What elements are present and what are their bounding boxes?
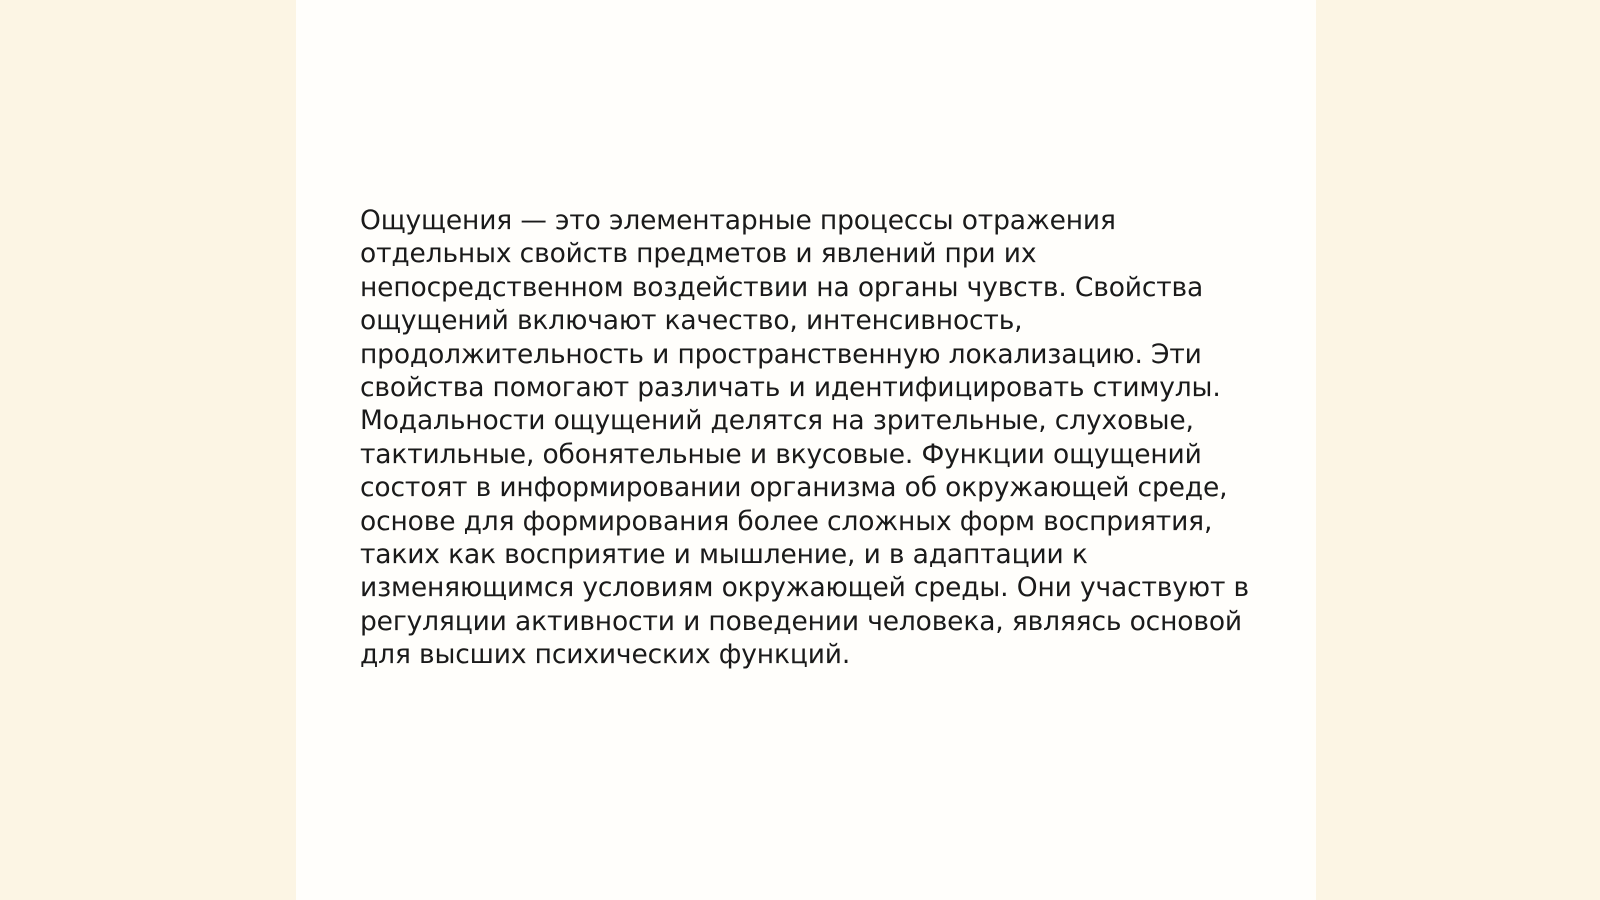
text-line: Ощущения — это элементарные процессы отражения — [360, 205, 1116, 236]
text-line: тактильные, обонятельные и вкусовые. Функции ощущений — [360, 438, 1202, 470]
text-line: непосредственном воздействии на органы чувств. Свойства — [360, 271, 1204, 303]
slide — [296, 0, 1316, 900]
text-line: состоят в информировании организма об окружающей среде, — [360, 472, 1228, 504]
text-line: таких как восприятие и мышление, и в адаптации к — [360, 539, 1088, 571]
text-line: ощущений включают качество, интенсивность, — [360, 305, 1023, 337]
text-line: изменяющимся условиям окружающей среды. Они участвуют в — [360, 572, 1249, 604]
text-line: Модальности ощущений делятся на зрительные, слуховые, — [360, 405, 1194, 437]
text-line: отдельных свойств предметов и явлений при их — [360, 238, 1037, 270]
text-line: свойства помогают различать и идентифицировать стимулы. — [360, 372, 1221, 404]
text-line: продолжительность и пространственную локализацию. Эти — [360, 338, 1202, 370]
text-line: основе для формирования более сложных форм восприятия, — [360, 505, 1213, 537]
text-line: регуляции активности и поведении человека, являясь основой — [360, 605, 1242, 637]
left-margin — [0, 0, 296, 900]
slide-body-text — [360, 204, 1260, 672]
right-margin — [1316, 0, 1600, 900]
text-line: для высших психических функций. — [360, 639, 851, 671]
